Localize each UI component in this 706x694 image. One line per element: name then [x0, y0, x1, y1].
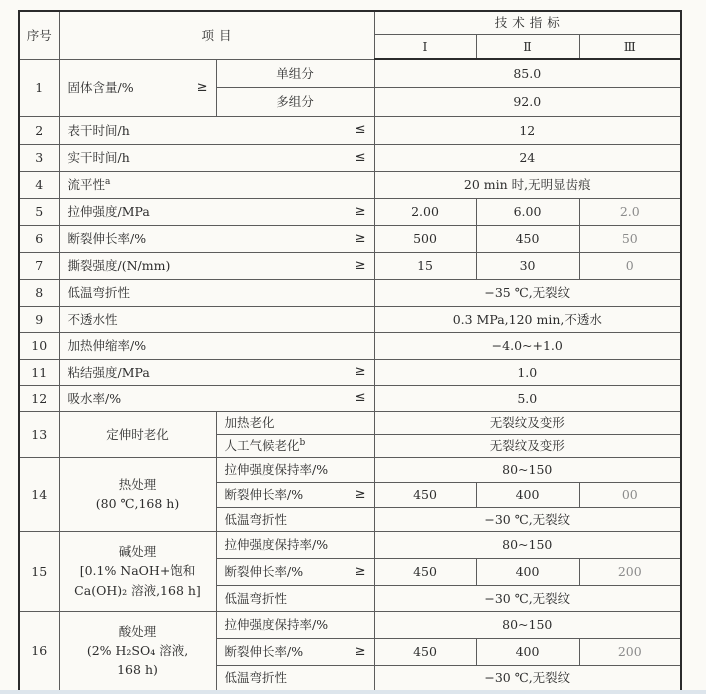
item-cell: 低温弯折性: [59, 279, 374, 306]
sub-item-label: 断裂伸长率/%: [224, 487, 304, 502]
value-cell: 80~150: [374, 531, 681, 558]
table-row: [19, 252, 681, 279]
value-cell: 12: [374, 116, 681, 144]
value-cell-grade3: 50: [579, 225, 681, 252]
serial-cell: 9: [19, 306, 59, 332]
header-row-top: [19, 11, 681, 34]
item-cell: [59, 144, 374, 171]
sub-item-cell: 拉伸强度保持率/%: [216, 611, 374, 638]
sub-item-cell: [216, 638, 374, 665]
gte-symbol: ≥: [354, 203, 366, 219]
value-cell: −30 ℃,无裂纹: [374, 507, 681, 531]
sub-item-cell: 多组分: [216, 87, 374, 116]
value-cell: 24: [374, 144, 681, 171]
value-cell: −4.0~+1.0: [374, 332, 681, 359]
header-grade-1: Ⅰ: [374, 34, 476, 59]
serial-cell: 10: [19, 332, 59, 359]
item-cell: 不透水性: [59, 306, 374, 332]
table-row: [19, 306, 681, 332]
value-cell-grade3: 200: [579, 558, 681, 585]
item-line: 碱处理: [118, 543, 157, 559]
item-label: 流平性: [67, 177, 106, 192]
value-cell-grade3: 0: [579, 252, 681, 279]
item-cell: [59, 385, 374, 411]
item-cell: 定伸时老化: [59, 411, 216, 457]
value-cell-grade1: 450: [374, 638, 476, 665]
lte-symbol: ≤: [354, 122, 366, 138]
item-label: 撕裂强度/(N/mm): [67, 258, 171, 273]
item-line: (2% H₂SO₄ 溶液,: [86, 643, 189, 659]
spec-table: [18, 10, 682, 692]
serial-cell: 16: [19, 611, 59, 691]
value-cell-grade2: 6.00: [476, 198, 579, 225]
value-cell-grade3: 200: [579, 638, 681, 665]
header-tech-indicators: 技术指标: [374, 11, 681, 34]
serial-cell: 6: [19, 225, 59, 252]
footnote-mark: a: [105, 176, 111, 187]
value-cell: 80~150: [374, 611, 681, 638]
item-cell: 加热伸缩率/%: [59, 332, 374, 359]
item-cell: [59, 116, 374, 144]
sub-item-cell: 拉伸强度保持率/%: [216, 457, 374, 482]
table-row: [19, 332, 681, 359]
value-cell: 20 min 时,无明显齿痕: [374, 171, 681, 198]
serial-cell: 15: [19, 531, 59, 611]
gte-symbol: ≥: [196, 79, 208, 95]
item-label: 粘结强度/MPa: [67, 364, 150, 380]
value-cell: 5.0: [374, 385, 681, 411]
sub-item-cell: [216, 558, 374, 585]
header-grade-2: Ⅱ: [476, 34, 579, 59]
item-cell: [59, 611, 216, 691]
value-cell-grade1: 2.00: [374, 198, 476, 225]
page-edge-strip: [0, 690, 706, 694]
gte-symbol: ≥: [354, 364, 366, 380]
table-row: [19, 279, 681, 306]
sub-item-cell: 拉伸强度保持率/%: [216, 531, 374, 558]
value-cell: −30 ℃,无裂纹: [374, 665, 681, 691]
header-grade-3: Ⅲ: [579, 34, 681, 59]
sub-item-label: 断裂伸长率/%: [224, 564, 304, 579]
value-cell: 92.0: [374, 87, 681, 116]
table-row: [19, 59, 681, 87]
value-cell-grade2: 400: [476, 482, 579, 507]
serial-cell: 1: [19, 59, 59, 116]
footnote-mark: b: [299, 437, 306, 448]
serial-cell: 3: [19, 144, 59, 171]
sub-item-cell: [216, 434, 374, 457]
serial-cell: 7: [19, 252, 59, 279]
item-label: 拉伸强度/MPa: [67, 204, 150, 219]
serial-cell: 12: [19, 385, 59, 411]
serial-cell: 14: [19, 457, 59, 531]
item-label: 断裂伸长率/%: [67, 231, 147, 246]
value-cell: 1.0: [374, 359, 681, 385]
table-row: [19, 411, 681, 434]
header-serial: 序号: [19, 11, 59, 59]
sub-item-label: 断裂伸长率/%: [224, 644, 304, 659]
sub-item-cell: 单组分: [216, 59, 374, 87]
item-label: 吸水率/%: [67, 390, 122, 406]
item-label: 实干时间/h: [67, 150, 130, 165]
gte-symbol: ≥: [354, 563, 366, 579]
value-cell: 85.0: [374, 59, 681, 87]
gte-symbol: ≥: [354, 643, 366, 659]
table-row: [19, 385, 681, 411]
item-cell: [59, 59, 216, 116]
lte-symbol: ≤: [354, 390, 366, 406]
value-cell: 无裂纹及变形: [374, 411, 681, 434]
value-cell-grade2: 400: [476, 638, 579, 665]
item-cell: [59, 171, 374, 198]
item-line: 168 h): [117, 662, 158, 678]
serial-cell: 5: [19, 198, 59, 225]
sub-item-cell: [216, 482, 374, 507]
table-row: [19, 116, 681, 144]
value-cell-grade1: 450: [374, 558, 476, 585]
table-row: [19, 225, 681, 252]
serial-cell: 11: [19, 359, 59, 385]
item-line: (80 ℃,168 h): [95, 496, 180, 511]
serial-cell: 2: [19, 116, 59, 144]
item-label: 固体含量/%: [67, 80, 134, 95]
item-label: 表干时间/h: [67, 122, 130, 138]
gte-symbol: ≥: [354, 230, 366, 246]
sub-item-cell: 低温弯折性: [216, 585, 374, 611]
value-cell-grade1: 15: [374, 252, 476, 279]
item-cell: [59, 225, 374, 252]
sub-item-cell: 低温弯折性: [216, 665, 374, 691]
item-cell: [59, 252, 374, 279]
serial-cell: 8: [19, 279, 59, 306]
value-cell-grade3: 00: [579, 482, 681, 507]
header-item: 项目: [59, 11, 374, 59]
value-cell-grade2: 450: [476, 225, 579, 252]
table-row: [19, 359, 681, 385]
table-row: [19, 611, 681, 638]
serial-cell: 13: [19, 411, 59, 457]
value-cell: −30 ℃,无裂纹: [374, 585, 681, 611]
table-row: [19, 171, 681, 198]
gte-symbol: ≥: [354, 486, 366, 502]
value-cell-grade3: 2.0: [579, 198, 681, 225]
serial-cell: 4: [19, 171, 59, 198]
value-cell: 0.3 MPa,120 min,不透水: [374, 306, 681, 332]
item-cell: [59, 531, 216, 611]
item-cell: [59, 198, 374, 225]
value-cell: −35 ℃,无裂纹: [374, 279, 681, 306]
item-line: 酸处理: [118, 623, 157, 639]
value-cell-grade1: 500: [374, 225, 476, 252]
sub-item-label: 人工气候老化: [224, 438, 300, 453]
value-cell-grade2: 30: [476, 252, 579, 279]
table-row: [19, 198, 681, 225]
item-cell: [59, 359, 374, 385]
lte-symbol: ≤: [354, 149, 366, 165]
gte-symbol: ≥: [354, 257, 366, 273]
value-cell-grade1: 450: [374, 482, 476, 507]
item-line: 热处理: [118, 476, 157, 492]
item-line: Ca(OH)₂ 溶液,168 h]: [74, 582, 201, 598]
sub-item-cell: 低温弯折性: [216, 507, 374, 531]
item-line: [0.1% NaOH+饱和: [79, 563, 196, 579]
table-row: [19, 144, 681, 171]
table-row: [19, 531, 681, 558]
item-cell: [59, 457, 216, 531]
table-row: [19, 457, 681, 482]
value-cell: 80~150: [374, 457, 681, 482]
value-cell: 无裂纹及变形: [374, 434, 681, 457]
sub-item-cell: 加热老化: [216, 411, 374, 434]
value-cell-grade2: 400: [476, 558, 579, 585]
